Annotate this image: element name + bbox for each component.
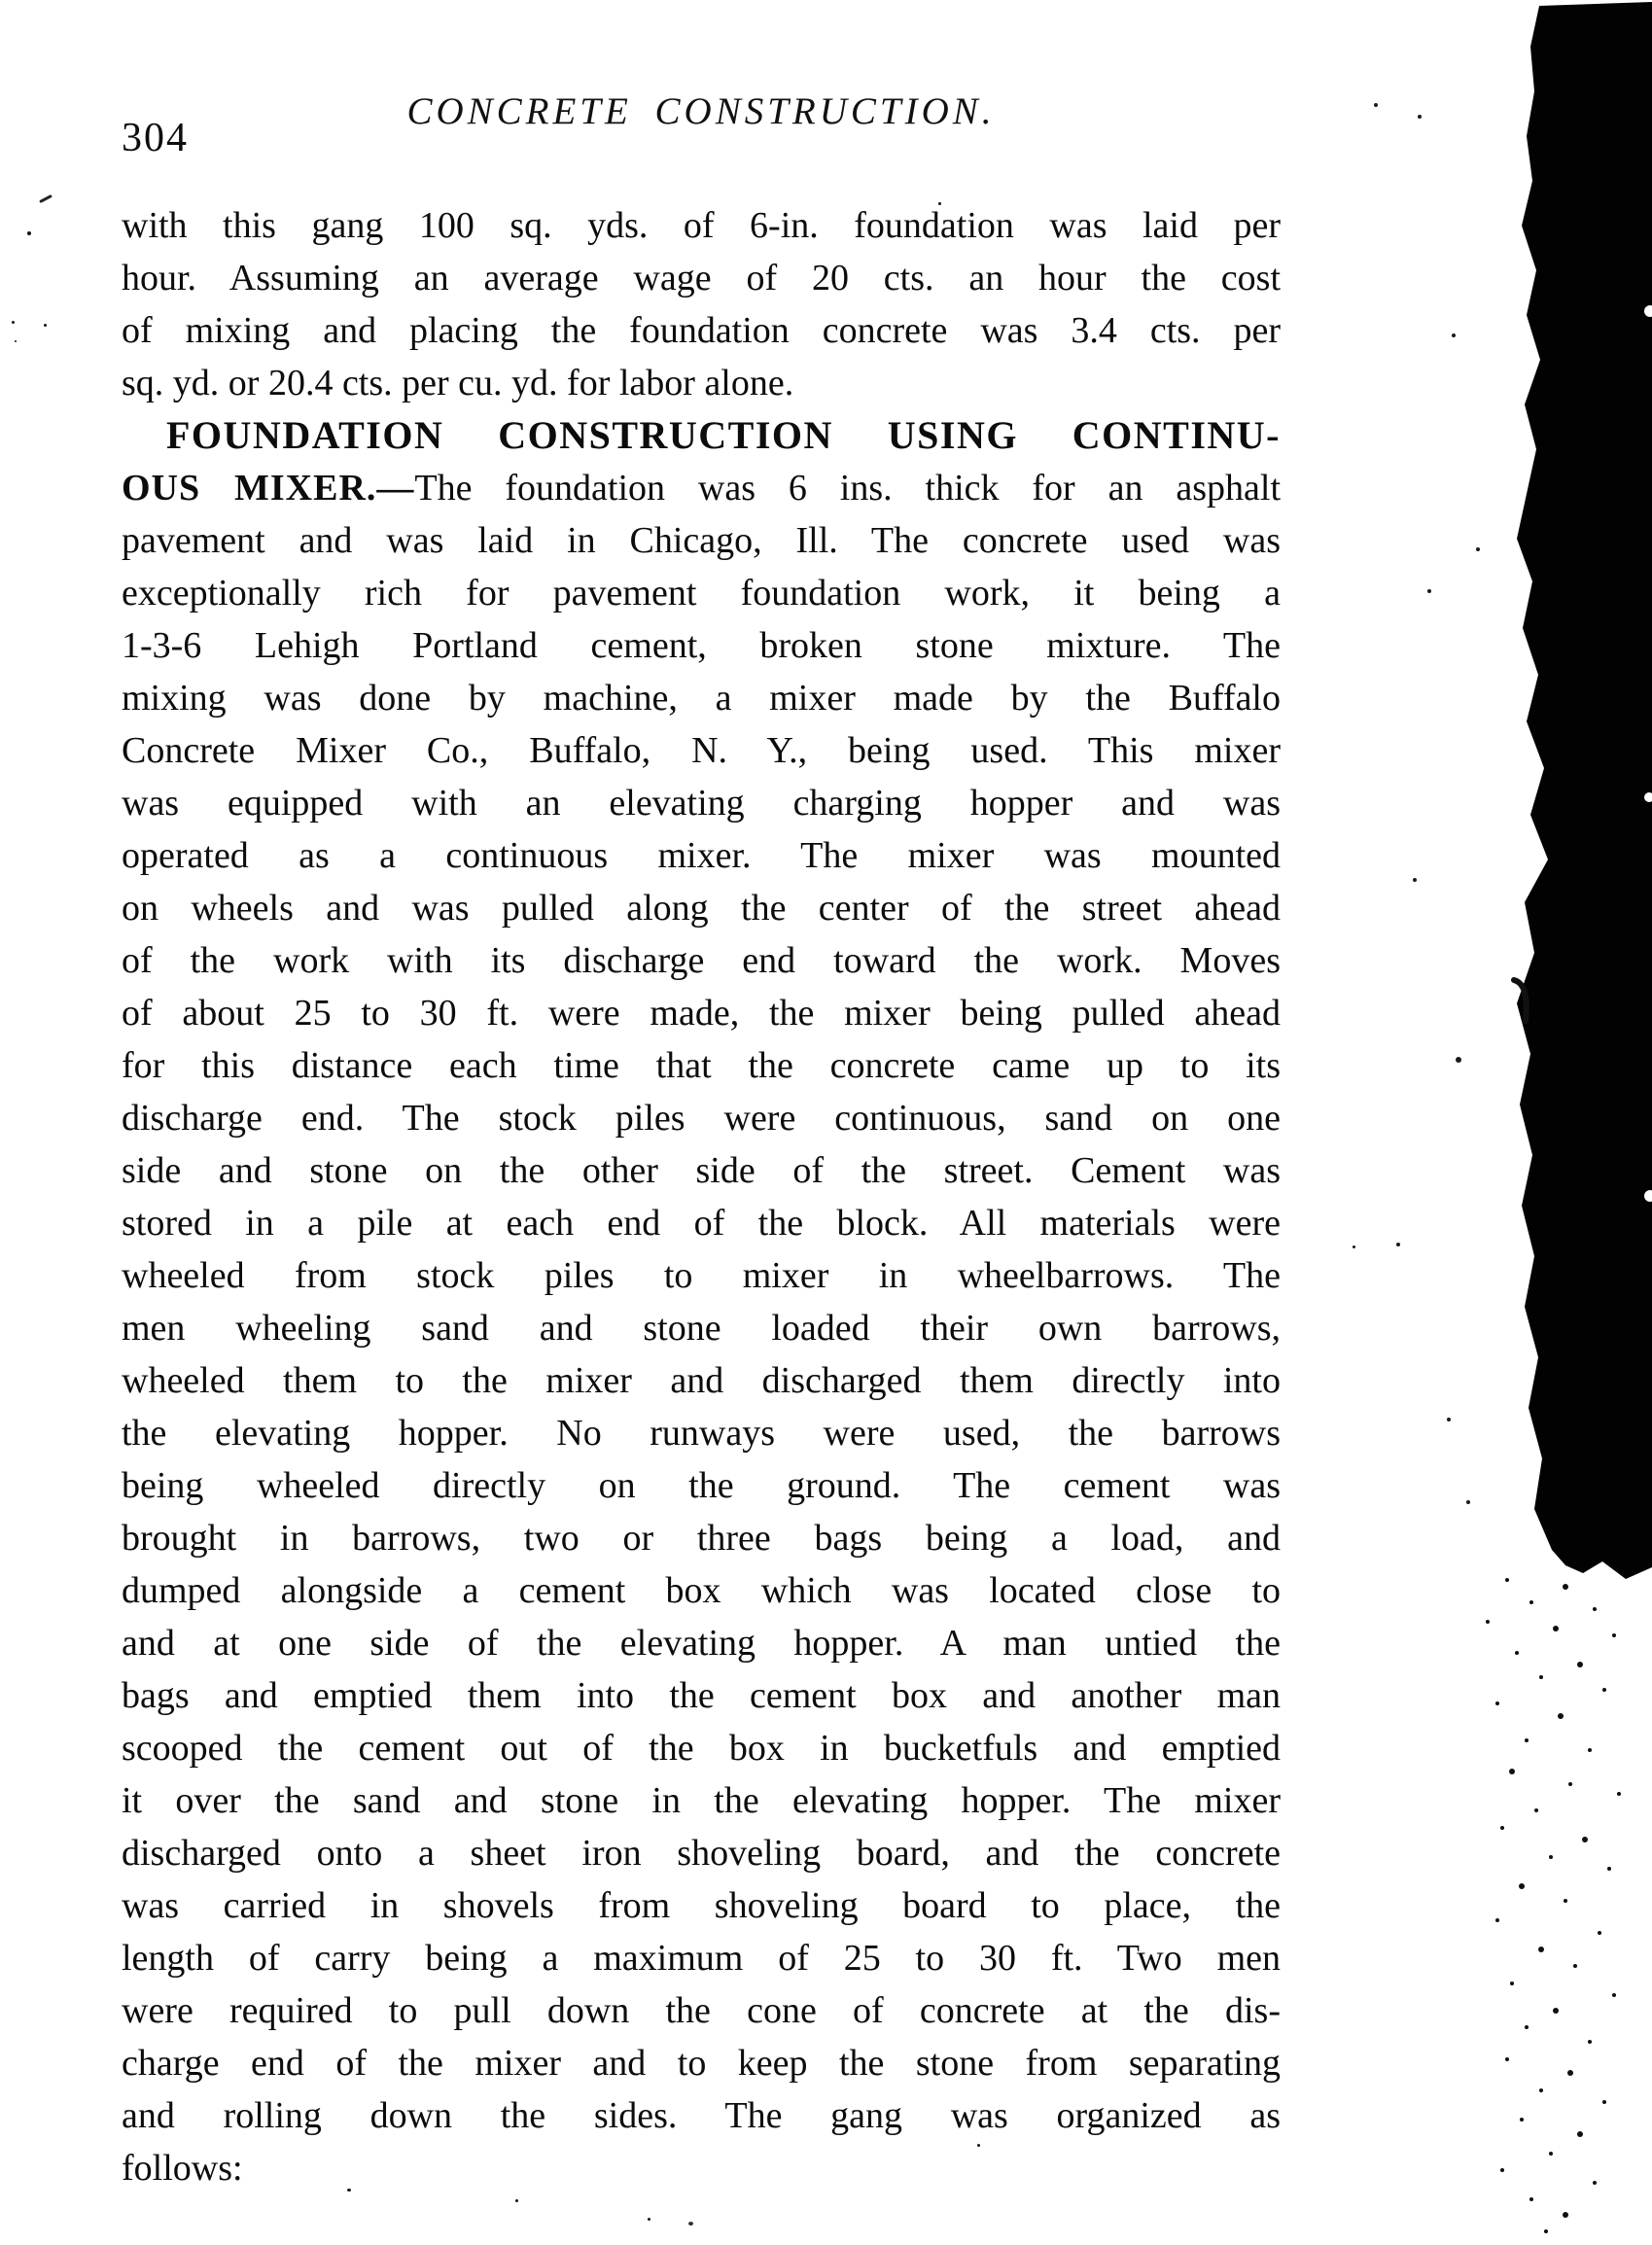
section-heading-runin: OUS MIXER.— xyxy=(122,468,415,509)
text-line xyxy=(122,462,1281,514)
text-line: discharged onto a sheet iron shoveling board, and the concrete xyxy=(122,1833,1281,1874)
scan-noise xyxy=(39,194,53,203)
scan-gutter-artifact xyxy=(1361,0,1652,2245)
text-line: wheeled from stock piles to mixer in wheelbarrows. The xyxy=(122,1255,1281,1296)
text-line: pavement and was laid in Chicago, Ill. The concrete used was xyxy=(122,520,1281,561)
text-line: side and stone on the other side of the street. Cement was xyxy=(122,1150,1281,1191)
scan-noise xyxy=(347,2189,351,2192)
text-line: was equipped with an elevating charging hopper and was xyxy=(122,783,1281,824)
text-line: being wheeled directly on the ground. The cement was xyxy=(122,1465,1281,1506)
text-line: follows: xyxy=(122,2148,243,2189)
text-line: the elevating hopper. No runways were used, the barrows xyxy=(122,1413,1281,1454)
text-line: charge end of the mixer and to keep the stone from separating xyxy=(122,2043,1281,2084)
text-line: stored in a pile at each end of the block. All materials were xyxy=(122,1203,1281,1244)
scan-noise xyxy=(688,2222,693,2226)
text-line: brought in barrows, two or three bags being a load, and xyxy=(122,1518,1281,1559)
text-line: dumped alongside a cement box which was located close to xyxy=(122,1570,1281,1611)
page-number: 304 xyxy=(122,116,189,160)
text-line: was carried in shovels from shoveling board to place, the xyxy=(122,1885,1281,1926)
text-line: with this gang 100 sq. yds. of 6-in. foundation was laid per xyxy=(122,205,1281,246)
text-line: of about 25 to 30 ft. were made, the mixer being pulled ahead xyxy=(122,993,1281,1034)
text-line: scooped the cement out of the box in bucketfuls and emptied xyxy=(122,1728,1281,1769)
scan-noise xyxy=(12,321,15,324)
text-line: mixing was done by machine, a mixer made by the Buffalo xyxy=(122,678,1281,719)
text-line: hour. Assuming an average wage of 20 cts. an hour the cost xyxy=(122,258,1281,298)
text-block xyxy=(122,199,1281,2194)
text-line: wheeled them to the mixer and discharged them directly into xyxy=(122,1360,1281,1401)
scan-noise xyxy=(938,202,941,205)
scan-noise xyxy=(648,2218,650,2221)
running-head: CONCRETE CONSTRUCTION. xyxy=(406,90,996,132)
text-line: bags and emptied them into the cement box and another man xyxy=(122,1675,1281,1716)
text-line: of mixing and placing the foundation concrete was 3.4 cts. per xyxy=(122,310,1281,351)
scan-noise xyxy=(27,231,31,235)
text-line: of the work with its discharge end toward the work. Moves xyxy=(122,940,1281,981)
text-line: operated as a continuous mixer. The mixer was mounted xyxy=(122,835,1281,876)
text-line: Concrete Mixer Co., Buffalo, N. Y., being used. This mixer xyxy=(122,730,1281,771)
text-line: on wheels and was pulled along the center of the street ahead xyxy=(122,888,1281,929)
scan-noise xyxy=(977,2144,980,2147)
text-line: and rolling down the sides. The gang was organized as xyxy=(122,2095,1281,2136)
text-line: exceptionally rich for pavement foundation work, it being a xyxy=(122,573,1281,614)
text-line-continuation: The foundation was 6 ins. thick for an asphalt xyxy=(414,468,1281,509)
scan-noise xyxy=(1353,1245,1355,1248)
scan-noise xyxy=(15,340,17,342)
text-line: and at one side of the elevating hopper. A man untied the xyxy=(122,1623,1281,1664)
text-line: length of carry being a maximum of 25 to 30 ft. Two men xyxy=(122,1938,1281,1979)
text-line: discharge end. The stock piles were continuous, sand on one xyxy=(122,1098,1281,1139)
text-line: it over the sand and stone in the elevating hopper. The mixer xyxy=(122,1780,1281,1821)
scan-noise xyxy=(515,2199,518,2202)
text-line: men wheeling sand and stone loaded their own barrows, xyxy=(122,1308,1281,1349)
scan-noise xyxy=(44,324,47,327)
text-line: 1-3-6 Lehigh Portland cement, broken stone mixture. The xyxy=(122,625,1281,666)
text-line: for this distance each time that the concrete came up to its xyxy=(122,1045,1281,1086)
text-line: sq. yd. or 20.4 cts. per cu. yd. for labor alone. xyxy=(122,363,794,403)
section-heading-line: FOUNDATION CONSTRUCTION USING CONTINU- xyxy=(166,413,1281,457)
text-line: were required to pull down the cone of concrete at the dis- xyxy=(122,1990,1281,2031)
